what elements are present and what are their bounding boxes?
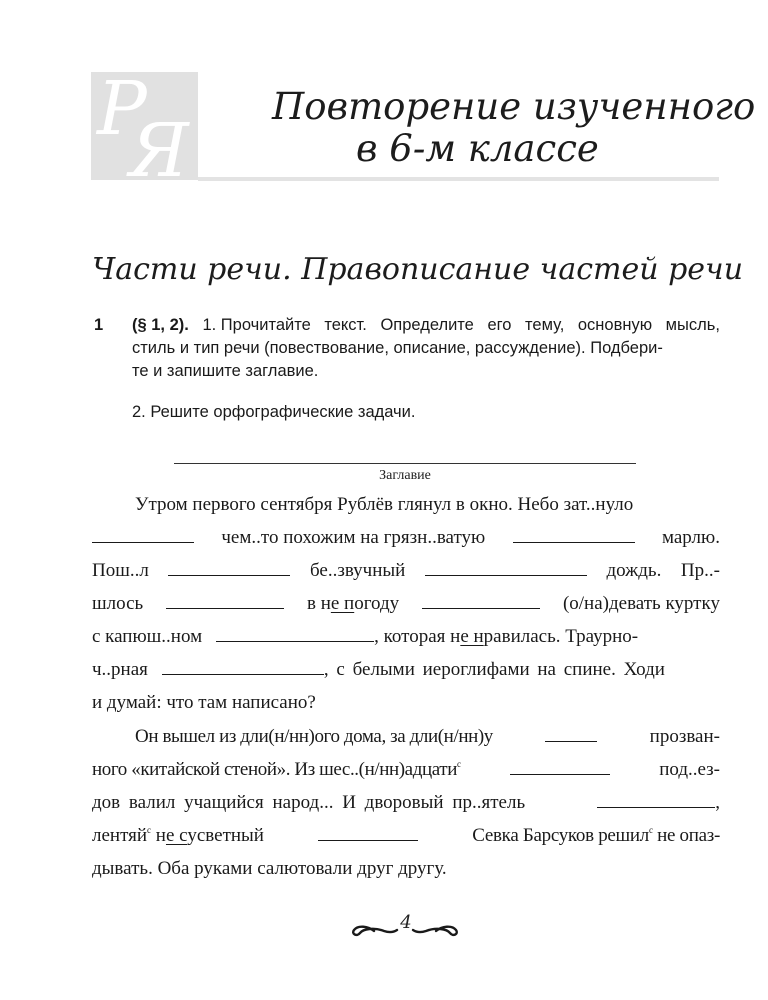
answer-blank[interactable] <box>510 759 610 775</box>
text-segment <box>92 825 264 847</box>
text-segment <box>92 759 461 781</box>
page-number: 4 <box>400 912 412 933</box>
text-part: , которая н <box>374 626 461 647</box>
text-segment: под..ез- <box>659 759 720 780</box>
text-part: не опаз- <box>652 825 720 846</box>
text-part: Севка Барсуков решил <box>472 825 649 846</box>
superscript-marker: с <box>456 759 461 769</box>
answer-blank[interactable] <box>92 527 194 543</box>
task-word: 1. Прочитайте <box>202 316 311 334</box>
task-item-2 <box>132 403 720 422</box>
text-line-11 <box>92 825 720 851</box>
text-part: н <box>151 825 166 846</box>
task-line-1 <box>132 316 720 335</box>
task-word: текст. <box>324 316 367 334</box>
task-number-value: 1 <box>94 316 104 334</box>
text-line-1 <box>135 494 720 520</box>
answer-blank[interactable] <box>513 527 635 543</box>
answer-blank[interactable] <box>168 560 290 576</box>
text-part: огоду <box>354 593 400 614</box>
text-segment: дов валил учащийся народ... И дворовый пр..ятель <box>92 792 526 813</box>
header-rule <box>198 177 719 181</box>
task-word: мысль, <box>665 316 720 334</box>
monogram-letter-r: Р <box>97 72 147 152</box>
answer-blank[interactable] <box>216 626 374 642</box>
task-number <box>94 316 103 335</box>
text-part: лентяй <box>92 825 148 846</box>
text-part <box>374 626 638 648</box>
right-swash-icon <box>413 927 457 935</box>
text-segment <box>472 825 720 847</box>
text-segment: шлось <box>92 593 144 614</box>
text-line-7 <box>92 692 720 718</box>
text-segment: Пр..- <box>680 560 720 581</box>
text-line-9 <box>92 759 720 785</box>
underlined-orthogram: е п <box>330 593 355 614</box>
text-segment: дывать. Оба руками салютовали друг другу. <box>92 858 447 879</box>
text-line-2 <box>92 527 720 553</box>
answer-blank[interactable] <box>162 659 324 675</box>
chapter-title-line2: в 6-м классе <box>356 127 599 170</box>
text-segment: бе..звучный <box>309 560 406 581</box>
chapter-title-line1: Повторение изученного <box>272 85 756 128</box>
text-segment: марлю. <box>661 527 720 548</box>
task-word: Определите <box>380 316 474 334</box>
text-part: в н <box>306 593 331 614</box>
text-line-12 <box>92 858 720 884</box>
text-segment: ч..рная <box>92 659 148 680</box>
answer-blank[interactable] <box>425 560 587 576</box>
text-segment: Пош..л <box>92 560 149 581</box>
underlined-orthogram: е н <box>460 626 484 647</box>
text-line-5 <box>92 626 720 652</box>
text-line-4 <box>92 593 720 619</box>
task-word: тему, <box>525 316 565 334</box>
task-text: 2. Решите орфографические задачи. <box>132 403 416 421</box>
chapter-monogram <box>91 72 198 180</box>
task-word: основную <box>577 316 653 334</box>
text-segment: прозван- <box>649 726 720 747</box>
task-text: те и запишите заглавие. <box>132 362 319 380</box>
task-word: его <box>487 316 512 334</box>
monogram-letter-ya: Я <box>129 108 189 180</box>
task-line-3 <box>132 362 720 381</box>
text-segment <box>597 792 720 814</box>
task-line-2 <box>132 339 720 358</box>
answer-blank[interactable] <box>318 825 418 841</box>
text-line-10 <box>92 792 720 818</box>
superscript-marker: с <box>648 825 653 835</box>
section-title: Части речи. Правописание частей речи <box>92 252 744 287</box>
title-answer-line[interactable] <box>174 463 636 464</box>
left-swash-icon <box>353 927 397 935</box>
title-caption: Заглавие <box>379 468 431 483</box>
text-segment: и думай: что там написано? <box>92 692 316 713</box>
answer-blank[interactable] <box>166 593 284 609</box>
text-part: , <box>715 792 720 813</box>
answer-blank[interactable] <box>597 792 715 808</box>
answer-blank[interactable] <box>422 593 540 609</box>
text-segment: Утром первого сентября Рублёв глянул в окно. Небо зат..нуло <box>135 494 634 515</box>
text-part: ного «китайской стеной». Из шес..(н/нн)адцати <box>92 759 457 780</box>
text-part: усветный <box>187 825 264 846</box>
text-line-6 <box>92 659 720 685</box>
text-segment: Он вышел из дли(н/нн)ого дома, за дли(н/нн)у <box>135 726 493 747</box>
superscript-marker: с <box>147 825 152 835</box>
text-segment: с капюш..ном <box>92 626 203 647</box>
text-segment: чем..то похожим на грязн..ватую <box>221 527 486 548</box>
text-segment: , с белыми иероглифами на спине. Ходи <box>323 659 665 680</box>
text-segment <box>374 626 720 648</box>
text-part: равилась. Траурно- <box>483 626 639 647</box>
text-line-3 <box>92 560 720 586</box>
answer-blank[interactable] <box>545 726 597 742</box>
underlined-orthogram: е с <box>165 825 188 846</box>
task-ref: (§ 1, 2). <box>132 316 189 334</box>
text-segment <box>307 593 399 615</box>
text-line-8 <box>135 726 720 752</box>
task-text: стиль и тип речи (повествование, описание, рассуждение). Подбери- <box>132 339 663 357</box>
text-segment: дождь. <box>606 560 662 581</box>
text-segment: (о/на)девать куртку <box>562 593 720 614</box>
